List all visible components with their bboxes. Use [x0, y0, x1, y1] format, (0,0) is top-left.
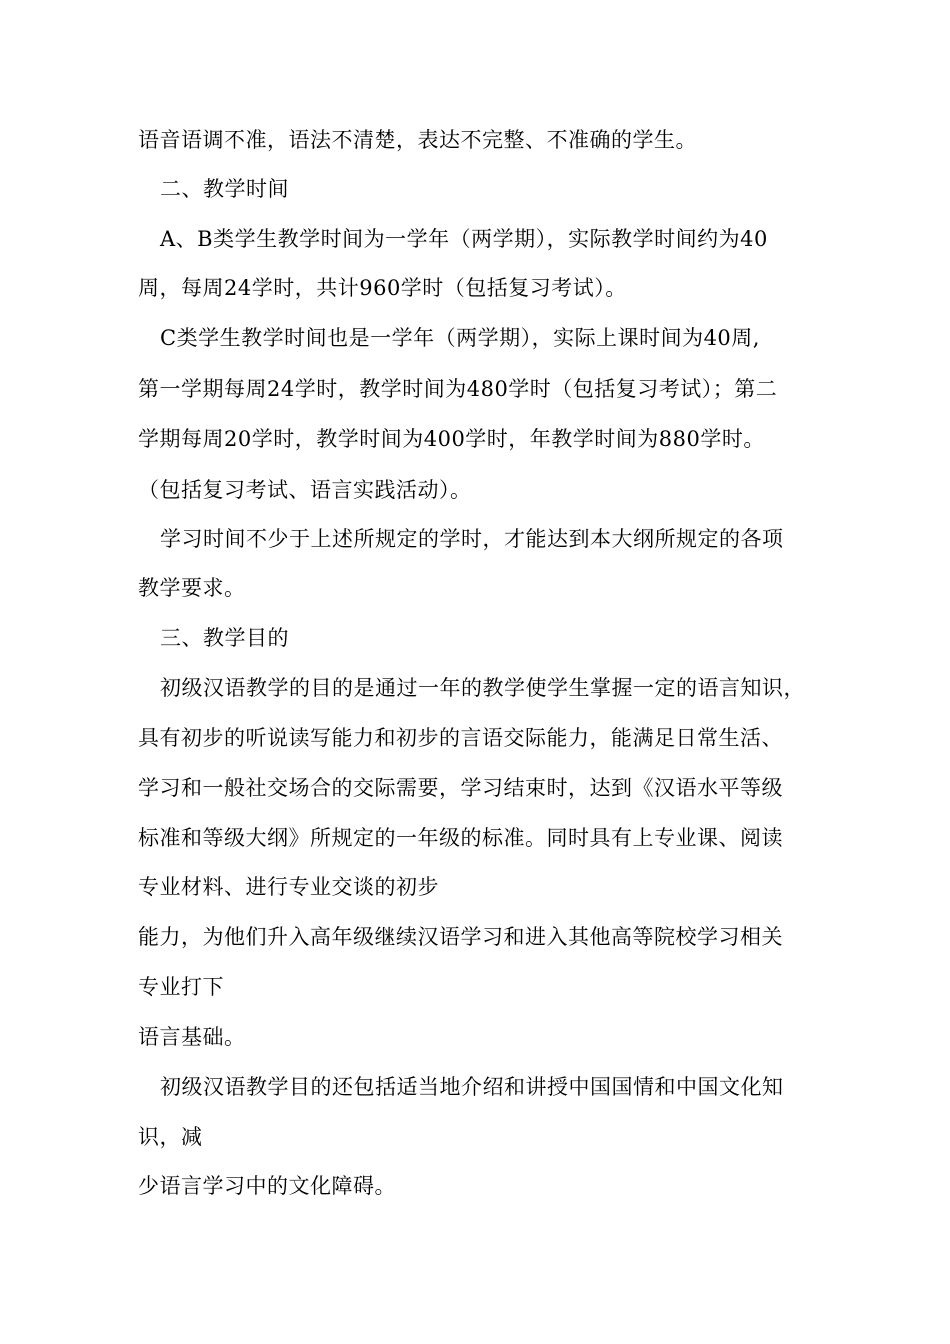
paragraph-line-9: 学习时间不少于上述所规定的学时，才能达到本大纲所规定的各项: [160, 527, 784, 551]
paragraph-line-3: A、B类学生教学时间为一学年（两学期），实际教学时间约为40: [160, 227, 768, 251]
paragraph-line-7: 学期每周20学时，教学时间为400学时，年教学时间为880学时。: [138, 427, 765, 451]
paragraph-line-22: 少语言学习中的文化障碍。: [138, 1174, 396, 1198]
paragraph-line-20: 初级汉语教学目的还包括适当地介绍和讲授中国国情和中国文化知: [160, 1075, 784, 1099]
paragraph-line-8: （包括复习考试、语言实践活动）。: [138, 478, 472, 502]
paragraph-line-6: 第一学期每周24学时，教学时间为480学时（包括复习考试）；第二: [138, 377, 778, 401]
paragraph-line-16: 专业材料、进行专业交谈的初步: [138, 875, 439, 899]
paragraph-line-12: 初级汉语教学的目的是通过一年的教学使学生掌握一定的语言知识，: [160, 676, 805, 700]
paragraph-line-15: 标准和等级大纲》所规定的一年级的标准。同时具有上专业课、阅读: [138, 826, 783, 850]
paragraph-line-5: C类学生教学时间也是一学年（两学期），实际上课时间为40周,: [160, 326, 760, 350]
paragraph-line-19: 语言基础。: [138, 1025, 246, 1049]
paragraph-line-13: 具有初步的听说读写能力和初步的言语交际能力，能满足日常生活、: [138, 726, 783, 750]
paragraph-line-21: 识，减: [138, 1125, 203, 1149]
paragraph-line-18: 专业打下: [138, 975, 224, 999]
paragraph-line-17: 能力，为他们升入高年级继续汉语学习和进入其他高等院校学习相关: [138, 925, 783, 949]
paragraph-line-1: 语音语调不准，语法不清楚，表达不完整、不准确的学生。: [138, 128, 697, 152]
paragraph-line-10: 教学要求。: [138, 576, 246, 600]
paragraph-line-4: 周，每周24学时，共计960学时（包括复习考试）。: [138, 276, 627, 300]
section-heading-teaching-time: 二、教学时间: [160, 177, 289, 201]
section-heading-teaching-purpose: 三、教学目的: [160, 626, 289, 650]
paragraph-line-14: 学习和一般社交场合的交际需要，学习结束时，达到《汉语水平等级: [138, 776, 783, 800]
